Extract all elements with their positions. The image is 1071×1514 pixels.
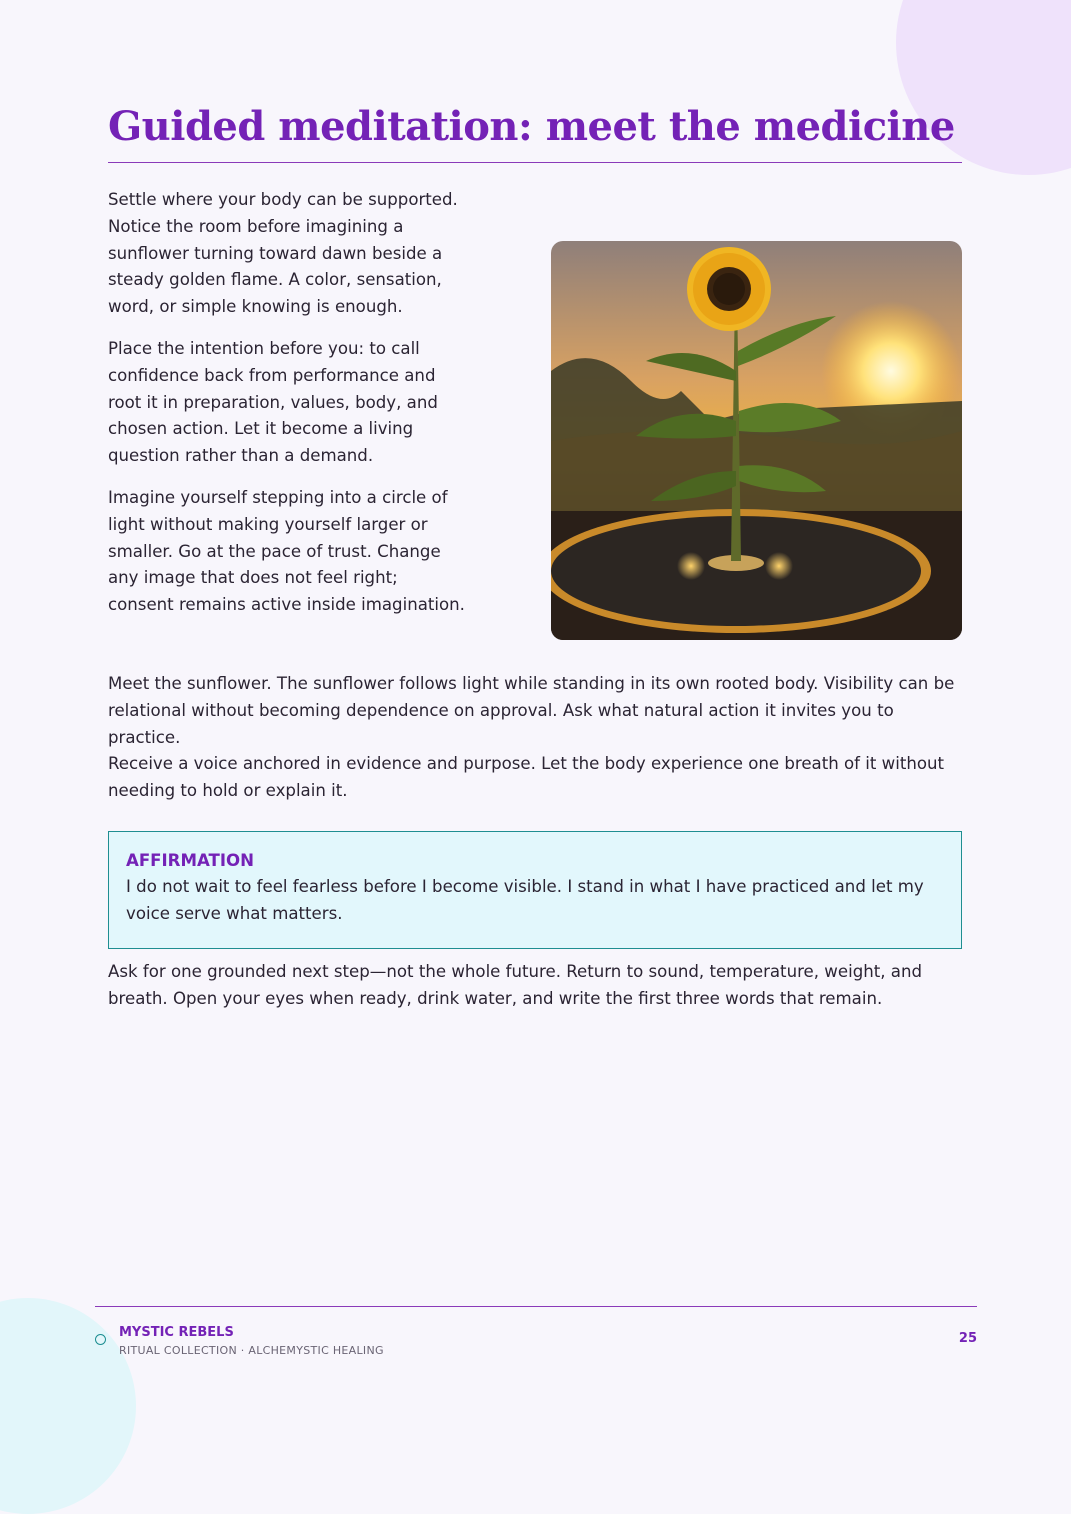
meditation-continuation (108, 671, 970, 805)
paragraph-meet-sunflower: Meet the sunflower. The sunflower follows light while standing in its own rooted body. Visibility can be relational without becoming dependence on approval. Ask what natural action it invites you to practice. (108, 674, 955, 747)
footer-divider (95, 1306, 977, 1307)
footer-brand: MYSTIC REBELS (119, 1325, 234, 1340)
affirmation-callout (108, 831, 962, 949)
paragraph-intention: Place the intention before you: to call confidence back from performance and root it in preparation, values, body, and chosen action. Let it become a living question rather than a demand. (108, 338, 438, 466)
decorative-circle-bottom (0, 1298, 136, 1514)
page-number: 25 (958, 1331, 977, 1346)
paragraph-closing: Ask for one grounded next step—not the whole future. Return to sound, temperature, weight, and breath. Open your eyes when ready, drink water, and write the first three words that remain. (108, 962, 923, 1008)
paragraph-circle-of-light: Imagine yourself stepping into a circle of light without making yourself larger or smaller. Go at the pace of trust. Change any image that does not feel right; consent remains active inside imagination. (108, 487, 465, 615)
sunflower-image (551, 241, 962, 640)
page-title: Guided meditation: meet the medicine (108, 103, 955, 150)
paragraph-receive-voice: Receive a voice anchored in evidence and purpose. Let the body experience one breath of it without needing to hold or explain it. (108, 754, 945, 801)
paragraph-settle: Settle where your body can be supported. Notice the room before imagining a sunflower turning toward dawn beside a steady golden flame. A color, sensation, word, or simple knowing is enough. (108, 190, 458, 317)
affirmation-heading: AFFIRMATION (126, 851, 255, 870)
title-divider (108, 162, 962, 163)
footer-subtitle: RITUAL COLLECTION · ALCHEMYSTIC HEALING (119, 1344, 384, 1357)
intro-column (108, 187, 468, 634)
circle-bullet-icon (95, 1334, 106, 1345)
affirmation-text: I do not wait to feel fearless before I become visible. I stand in what I have practiced and let my voice serve what matters. (126, 877, 924, 923)
